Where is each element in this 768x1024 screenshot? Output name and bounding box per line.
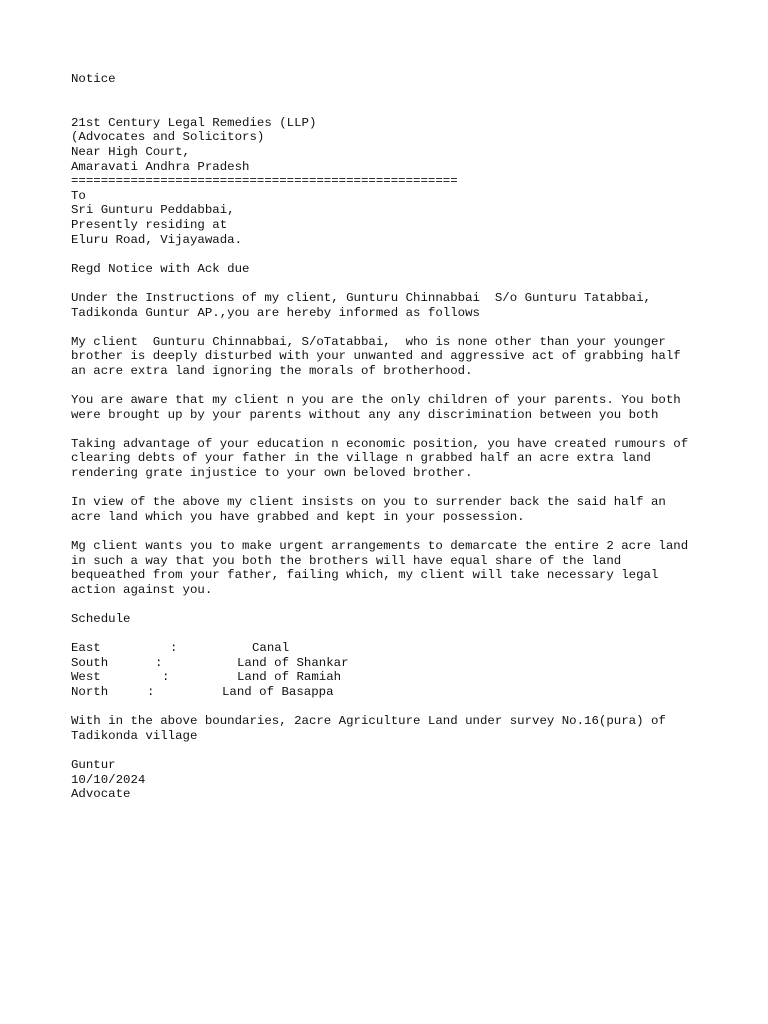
paragraph-4 xyxy=(71,437,731,481)
sender-block xyxy=(71,116,731,174)
spacer xyxy=(71,524,731,539)
paragraph-line: rendering grate injustice to your own beloved brother. xyxy=(71,466,473,481)
closing-block xyxy=(71,758,731,802)
schedule-row xyxy=(71,641,731,656)
recipient-name: Sri Gunturu Peddabbai, xyxy=(71,203,235,218)
notice-document xyxy=(71,72,731,802)
schedule-colon: : xyxy=(147,684,155,699)
spacer xyxy=(71,481,731,496)
schedule-row xyxy=(71,670,731,685)
schedule-colon: : xyxy=(170,641,178,656)
paragraph-line: an acre extra land ignoring the morals of brotherhood. xyxy=(71,363,473,378)
paragraph-line: Tadikonda village xyxy=(71,728,198,743)
schedule-boundary: Land of Basappa xyxy=(222,684,334,699)
paragraph-line: brother is deeply disturbed with your unwanted and aggressive act of grabbing half xyxy=(71,349,681,364)
sender-address-line1: Near High Court, xyxy=(71,144,190,159)
sender-address-line2: Amaravati Andhra Pradesh xyxy=(71,159,250,174)
schedule-boundary: Land of Shankar xyxy=(237,655,349,670)
closing-date: 10/10/2024 xyxy=(71,772,146,787)
paragraph-line: bequeathed from your father, failing which, my client will take necessary legal xyxy=(71,568,659,583)
schedule-direction: East xyxy=(71,641,101,656)
paragraph-line: Mg client wants you to make urgent arrangements to demarcate the entire 2 acre land xyxy=(71,539,689,553)
schedule-colon: : xyxy=(155,655,163,670)
paragraph-line: acre land which you have grabbed and kept in your possession. xyxy=(71,509,525,524)
paragraph-line: Tadikonda Guntur AP.,you are hereby informed as follows xyxy=(71,305,480,320)
recipient-residing: Presently residing at xyxy=(71,217,228,232)
spacer xyxy=(71,87,731,116)
boundaries-paragraph xyxy=(71,714,731,743)
paragraph-line: clearing debts of your father in the village n grabbed half an acre extra land xyxy=(71,451,651,466)
spacer xyxy=(71,378,731,393)
paragraph-line: You are aware that my client n you are the only children of your parents. You both xyxy=(71,393,681,408)
paragraph-line: in such a way that you both the brothers will have equal share of the land xyxy=(71,553,622,568)
schedule-row xyxy=(71,685,731,700)
schedule-direction: West xyxy=(71,670,101,685)
sender-firm: 21st Century Legal Remedies (LLP) xyxy=(71,115,317,130)
paragraph-2 xyxy=(71,335,731,379)
paragraph-line: action against you. xyxy=(71,582,213,597)
recipient-address: Eluru Road, Vijayawada. xyxy=(71,232,243,247)
paragraph-line: With in the above boundaries, 2acre Agriculture Land under survey No.16(pura) of xyxy=(71,714,666,729)
paragraph-6 xyxy=(71,539,731,597)
paragraph-line: My client Gunturu Chinnabbai, S/oTatabbai, who is none other than your younger xyxy=(71,334,666,349)
spacer xyxy=(71,422,731,437)
paragraph-line: Taking advantage of your education n economic position, you have created rumours of xyxy=(71,436,689,451)
spacer xyxy=(71,743,731,758)
spacer xyxy=(71,276,731,291)
paragraph-line: were brought up by your parents without any any discrimination between you both xyxy=(71,407,659,422)
subject-line: Regd Notice with Ack due xyxy=(71,261,250,276)
paragraph-line: Under the Instructions of my client, Gunturu Chinnabbai S/o Gunturu Tatabbai, xyxy=(71,290,651,305)
schedule-direction: North xyxy=(71,684,109,699)
schedule-boundary: Land of Ramiah xyxy=(237,670,342,685)
notice-title: Notice xyxy=(71,72,116,86)
schedule-direction: South xyxy=(71,655,109,670)
paragraph-3 xyxy=(71,393,731,422)
schedule-colon: : xyxy=(162,670,170,685)
schedule-row xyxy=(71,656,731,671)
paragraph-line: In view of the above my client insists on you to surrender back the said half an xyxy=(71,495,666,510)
paragraph-1 xyxy=(71,291,731,320)
closing-place: Guntur xyxy=(71,757,116,772)
separator-line: ==================================================== xyxy=(71,174,458,189)
spacer xyxy=(71,597,731,612)
spacer xyxy=(71,247,731,262)
paragraph-5 xyxy=(71,495,731,524)
sender-designation: (Advocates and Solicitors) xyxy=(71,130,265,145)
recipient-block xyxy=(71,189,731,247)
schedule-boundary: Canal xyxy=(252,641,290,656)
recipient-to: To xyxy=(71,188,86,203)
closing-signatory: Advocate xyxy=(71,787,131,802)
spacer xyxy=(71,627,731,642)
schedule-table xyxy=(71,641,731,699)
schedule-heading: Schedule xyxy=(71,611,131,626)
spacer xyxy=(71,700,731,715)
spacer xyxy=(71,320,731,335)
